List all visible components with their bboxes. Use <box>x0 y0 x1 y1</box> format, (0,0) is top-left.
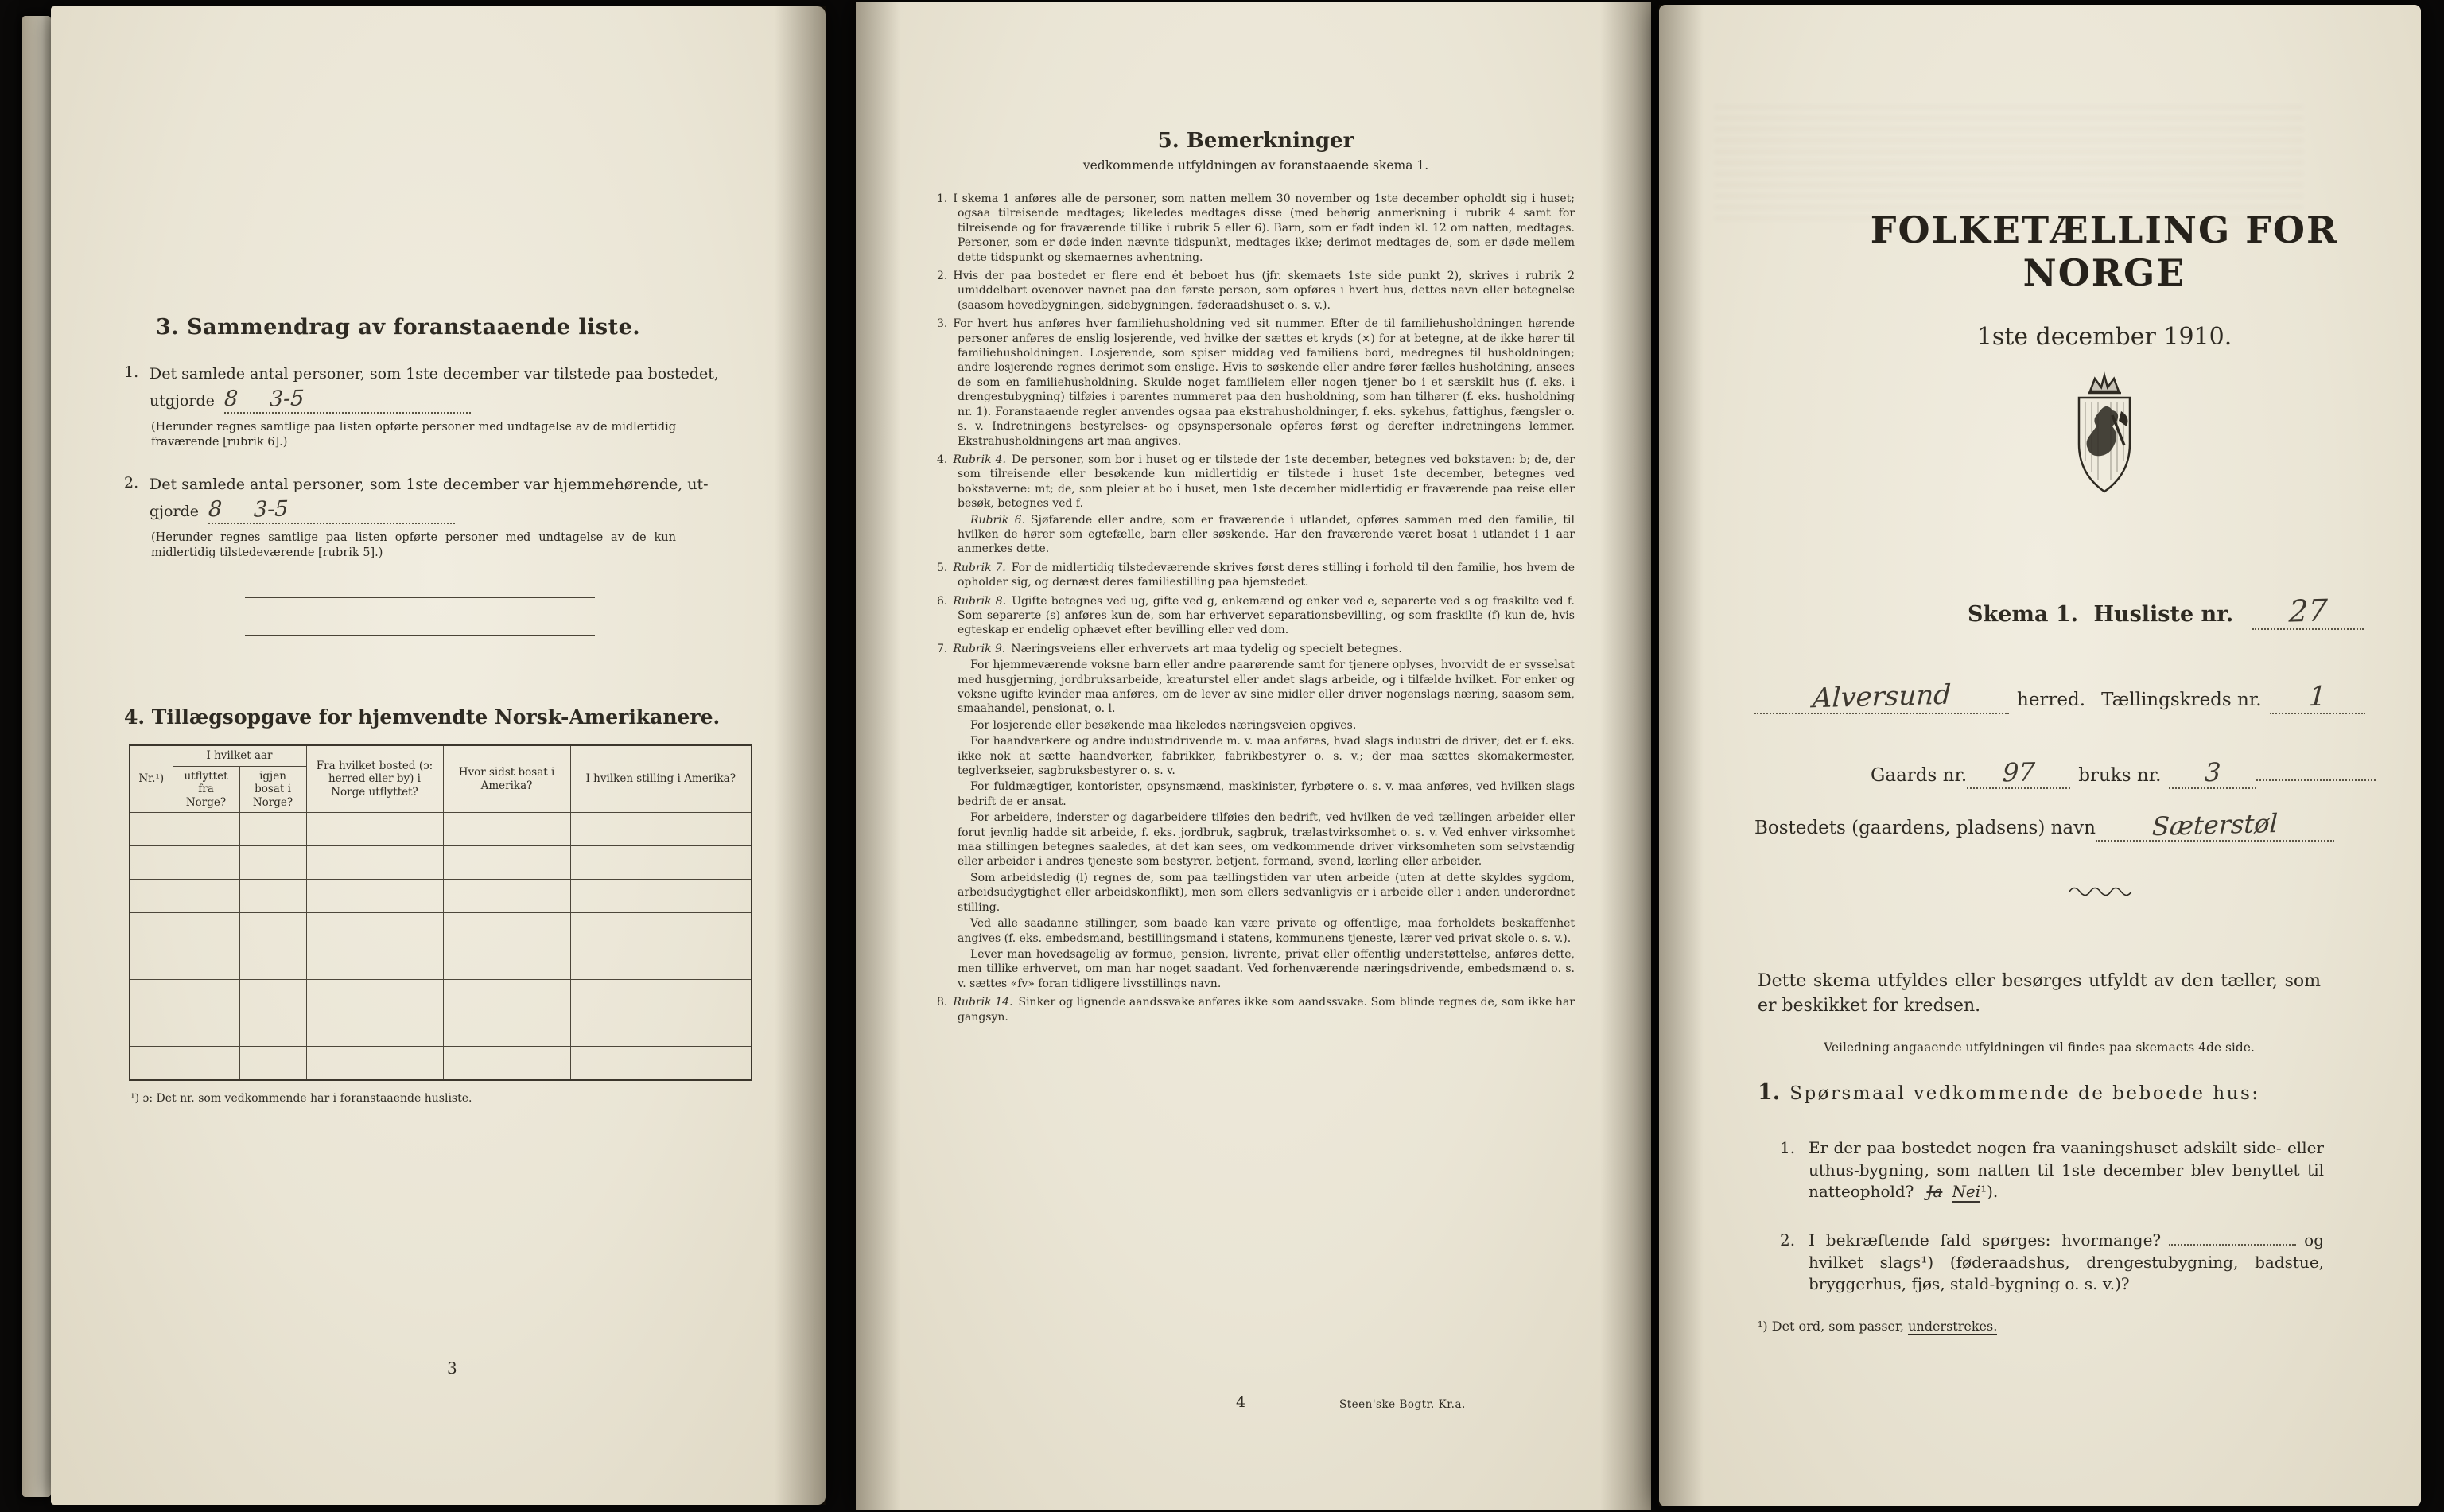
table-cell <box>239 1013 306 1047</box>
handwritten-bruks-number: 3 <box>2204 756 2222 788</box>
table-cell <box>173 813 239 846</box>
husliste-number-line <box>2252 593 2364 630</box>
note-paragraph <box>937 269 1575 313</box>
summary-item-1-dotted-line <box>224 388 471 414</box>
answer-footnote-mark: ¹). <box>1980 1182 1999 1201</box>
col-header-year-back: igjen bosat i Norge? <box>239 766 306 813</box>
handwritten-husliste-number: 27 <box>2288 593 2329 629</box>
table-footnote: ¹) ɔ: Det nr. som vedkommende har i foranstaaende husliste. <box>130 1091 472 1105</box>
handwritten-total-present: 8 <box>223 386 239 412</box>
summary-item-1-text: Det samlede antal personer, som 1ste december var tilstede paa bostedet, <box>150 365 719 383</box>
summary-item-2-note: (Herunder regnes samtlige paa listen opførte personer med undtagelse av de kun midlertidig tilstedeværende [rubrik 5].) <box>151 531 676 559</box>
table-cell <box>239 1047 306 1080</box>
table-empty-row <box>130 1047 752 1080</box>
ink-bleedthrough <box>1715 100 2303 220</box>
table-cell <box>570 1047 752 1080</box>
summary-item-1-body <box>150 363 770 450</box>
table-cell <box>239 880 306 913</box>
footnote-prefix: ¹) Det ord, som passer, <box>1758 1319 1909 1334</box>
table-cell <box>173 1013 239 1047</box>
middle-page <box>856 2 1651 1510</box>
tellingskreds-label: Tællingskreds nr. <box>2101 690 2262 710</box>
census-date: 1ste december 1910. <box>1976 323 2232 351</box>
note-number: 4. <box>937 453 948 466</box>
table-cell <box>570 846 752 880</box>
note-paragraph <box>937 594 1575 638</box>
note-rubric: Rubrik 4. <box>953 453 1006 466</box>
note-paragraph <box>937 947 1575 991</box>
gaards-label: Gaards nr. <box>1871 765 1968 786</box>
table-cell <box>570 946 752 980</box>
gaards-bruks-row <box>1871 757 2376 789</box>
note-number: 3. <box>937 317 948 331</box>
note-text: For arbeidere, inderster og dagarbeidere tilføies den bedrift, ved hvilken de ved tællingen arbeider eller forut jevnlig hadde sit arbeide, f. eks. jordbruk, sagbruk, trælastvirksomhet o. s. v. Ved enhver virksomhet maa stillingen betegnes saaledes, at det kan sees, om vedkommende driver virksomheten som selvstændig eller arbeider i andres tjeneste som bestyrer, betjent, formand, svend, lærling eller arbeider. <box>958 811 1575 869</box>
table-header <box>130 745 752 813</box>
table-cell <box>443 1047 570 1080</box>
herred-name-line <box>1754 678 2009 715</box>
table-cell <box>570 1013 752 1047</box>
note-text: Næringsveiens eller erhvervets art maa tydelig og specielt betegnes. <box>1011 642 1402 655</box>
table-cell <box>130 913 173 946</box>
table-cell <box>239 913 306 946</box>
table-empty-row <box>130 980 752 1013</box>
note-paragraph <box>937 734 1575 778</box>
blank-rule-line-2 <box>245 635 595 636</box>
note-text: Sjøfarende eller andre, som er fraværende i utlandet, opføres sammen med den familie, til hvilken de hører som egtefælle, barn eller søskende. Har den fraværende været bosat i utlandet i 1 aar anmerkes dette. <box>958 513 1575 556</box>
summary-item-2-body <box>150 474 770 561</box>
bemerkninger-notes <box>937 192 1575 1024</box>
note-paragraph <box>937 995 1575 1024</box>
note-text: For haandverkere og andre industridrivende m. v. maa anføres, hvad slags industri de driver; det er f. eks. ikke nok at sætte haandverker, fabrikker, fabrikbestyrer o. s. v.; der maa sættes skomakermester, teglverkseier, sagbruksbestyrer o. s. v. <box>958 735 1575 778</box>
table-cell <box>130 980 173 1013</box>
table-cell <box>130 880 173 913</box>
note-text: Ugifte betegnes ved ug, gifte ved g, enkemænd og enker ved e, separerte ved s og fraskilte ved f. Som separerte (s) anføres kun de, som har erhvervet separationsbevilling, og som fraskilte (f) kun de, hvis egteskap er endelig ophævet efter bevilling eller ved dom. <box>958 594 1576 637</box>
summary-item-2-number: 2. <box>124 474 139 492</box>
col-header-year-group: I hvilket aar <box>173 745 306 766</box>
note-rubric: Rubrik 9. <box>953 642 1006 655</box>
printer-imprint: Steen'ske Bogtr. Kr.a. <box>1339 1398 1466 1411</box>
table-cell <box>570 980 752 1013</box>
table-cell <box>443 880 570 913</box>
hvormange-blank-line <box>2169 1244 2296 1246</box>
col-header-position: I hvilken stilling i Amerika? <box>570 745 752 813</box>
table-cell <box>239 980 306 1013</box>
left-page <box>51 6 826 1505</box>
table-cell <box>443 980 570 1013</box>
note-rubric: Rubrik 7. <box>953 561 1006 574</box>
table-cell <box>306 980 443 1013</box>
questions-heading-text: Spørsmaal vedkommende de beboede hus: <box>1789 1083 2260 1104</box>
answer-nei-underlined: Nei <box>1952 1182 1981 1201</box>
col-header-from: Fra hvilket bosted (ɔ: herred eller by) i Norge utflyttet? <box>306 745 443 813</box>
table-empty-row <box>130 913 752 946</box>
bosted-label: Bostedets (gaardens, pladsens) navn <box>1754 818 2096 838</box>
note-paragraph <box>937 810 1575 869</box>
note-rubric: Rubrik 6. <box>970 513 1026 527</box>
question-2-text-c: (føderaadshus, drengestubygning, badstue, bryggerhus, fjøs, stald-bygning o. s. v.)? <box>1809 1252 2325 1293</box>
ornamental-divider <box>1802 884 2407 900</box>
question-2 <box>1780 1230 2325 1296</box>
husliste-label: Husliste nr. <box>2093 602 2234 627</box>
note-text: De personer, som bor i huset og er tilstede der 1ste december, betegnes ved bokstaven: b; de, der som tilreisende eller besøkende kun midlertidig er tilstede i huset 1ste december, betegnes ved bokstaverne: mt; de, som pleier at bo i huset, men 1ste december midlertidig er fraværende paa reise eller besøk, betegnes ved f. <box>958 453 1575 511</box>
right-page-footnote <box>1758 1319 1997 1334</box>
question-2-text-b: og hvilket slags¹) <box>1809 1230 2324 1272</box>
table-cell <box>306 913 443 946</box>
note-paragraph <box>937 779 1575 809</box>
summary-item-1-number: 1. <box>124 363 139 381</box>
note-paragraph <box>937 718 1575 733</box>
bruks-trailing-line <box>2256 779 2376 781</box>
table-cell <box>306 880 443 913</box>
table-body <box>130 813 752 1080</box>
note-rubric: Rubrik 14. <box>953 996 1013 1009</box>
blank-rule-line-1 <box>245 597 595 598</box>
table-cell <box>130 946 173 980</box>
bruks-number-line <box>2169 757 2256 789</box>
summary-item-1-note: (Herunder regnes samtlige paa listen opførte personer med undtagelse av de midlertidig fraværende [rubrik 6].) <box>151 421 676 449</box>
question-2-number: 2. <box>1780 1230 1796 1250</box>
note-text: Ved alle saadanne stillinger, som baade kan være private og offentlige, maa forholdets beskaffenhet angives (f. eks. embedsmand, bestillingsmand i statens, kommunens tjeneste, lærer ved privat skole o. s. v.). <box>958 917 1575 945</box>
note-paragraph <box>937 561 1575 590</box>
page-edge-sliver <box>22 16 51 1497</box>
table-cell <box>443 1013 570 1047</box>
note-paragraph <box>937 871 1575 915</box>
table-cell <box>130 1013 173 1047</box>
question-2-text-a: I bekræftende fald spørges: hvormange? <box>1809 1230 2162 1250</box>
note-number: 8. <box>937 996 948 1009</box>
note-text: For hvert hus anføres hver familiehusholdning ved sit nummer. Efter de til familiehusholdningen hørende personer anføres de enslig losjerende, ved hvilke der sættes et kryds (×) for at betegne, at de ikke hører til familiehusholdningen. Losjerende, som spiser middag ved familiens bord, medregnes til husholdningen; andre losjerende regnes derimot som enslige. Hvis to søskende eller andre fører fælles husholdning, ansees de som en familiehusholdning. Skulde noget familielem eller nogen tjener bo i et særskilt hus (f. eks. i drengestubygning) tilføies i parentes nummeret paa den husholdning, som han tilhører (f. eks. husholdning nr. 1). Foranstaaende regler anvendes ogsaa paa ekstrahusholdninger, f. eks. sykehus, fattighus, fængsler o. s. v. Indretningens bestyrelses- og opsynspersonale opføres først og derefter indretningens lemmer. Ekstrahusholdningens art maa angives. <box>953 317 1575 448</box>
note-text: Hvis der paa bostedet er flere end ét beboet hus (jfr. skemaets 1ste side punkt 2), skrives i rubrik 2 umiddelbart ovenover navnet paa den første person, som opføres i hvert hus, dettes navn eller betegnelse (saasom hovedbygningen, sidebygningen, føderaadshuset o. s. v.). <box>953 270 1575 312</box>
section4-heading: 4. Tillægsopgave for hjemvendte Norsk-Amerikanere. <box>124 705 721 729</box>
footnote-underlined-word: understrekes. <box>1908 1319 1998 1334</box>
table-cell <box>306 1013 443 1047</box>
note-number: 1. <box>937 192 948 205</box>
table-cell <box>306 813 443 846</box>
skema-label: Skema 1. <box>1968 602 2079 627</box>
note-text: Som arbeidsledig (l) regnes de, som paa tællingstiden var uten arbeide (uten at dette skyldes sygdom, arbeidsudygtighet eller arbeidskonflikt), men som ellers sedvanligvis er i arbeide eller i anden underordnet stilling. <box>958 871 1575 914</box>
handwritten-herred-name: Alversund <box>1812 678 1952 715</box>
note-paragraph <box>937 658 1575 717</box>
table-cell <box>173 913 239 946</box>
note-number: 2. <box>937 270 948 283</box>
herred-row <box>1754 678 2365 715</box>
handwritten-gaards-number: 97 <box>2002 756 2036 788</box>
note-rubric: Rubrik 8. <box>953 594 1007 608</box>
bosted-row <box>1754 807 2334 842</box>
questions-heading <box>1758 1080 2260 1105</box>
note-text: Lever man hovedsagelig av formue, pension, livrente, privat eller offentlig understøttelse, anføres dette, men tillike erhvervet, om man har noget saadant. Ved forhenværende næringsdrivende, embedsmænd o. s. v. sættes «fv» foran tidligere livsstillings navn. <box>958 947 1575 990</box>
teller-instruction: Dette skema utfyldes eller besørges utfyldt av den tæller, som er beskikket for kredsen. <box>1758 971 2321 1016</box>
summary-item-2-valueline <box>150 496 770 524</box>
table-cell <box>570 813 752 846</box>
note-paragraph <box>937 642 1575 656</box>
note-text: For losjerende eller besøkende maa likeledes næringsveien opgives. <box>970 718 1357 732</box>
col-header-where: Hvor sidst bosat i Amerika? <box>443 745 570 813</box>
table-cell <box>130 846 173 880</box>
table-cell <box>306 946 443 980</box>
left-page-content <box>124 315 770 1105</box>
note-paragraph <box>937 453 1575 511</box>
handwritten-total-present-detail: 3-5 <box>269 386 305 412</box>
norsk-amerikanere-table <box>129 744 752 1081</box>
squiggle-ornament-icon <box>2066 884 2143 897</box>
herred-label: herred. <box>2017 690 2086 710</box>
bosted-name-line <box>2096 807 2334 842</box>
left-page-number: 3 <box>447 1358 457 1378</box>
table-cell <box>570 880 752 913</box>
table-cell <box>570 913 752 946</box>
handwritten-tellingskreds-number: 1 <box>2307 680 2327 713</box>
col-header-nr: Nr.¹) <box>130 745 173 813</box>
note-paragraph <box>937 513 1575 557</box>
tellingskreds-number-line <box>2270 681 2365 714</box>
note-paragraph <box>937 317 1575 449</box>
skema-husliste-row <box>1968 593 2364 630</box>
table-cell <box>443 946 570 980</box>
table-cell <box>306 846 443 880</box>
col-header-year-out: utflyttet fra Norge? <box>173 766 239 813</box>
note-number: 5. <box>937 561 948 574</box>
table-cell <box>173 946 239 980</box>
summary-item-2 <box>124 474 770 561</box>
summary-item-1-label: utgjorde <box>150 392 215 410</box>
table-empty-row <box>130 1013 752 1047</box>
table-cell <box>173 1047 239 1080</box>
question-1-number: 1. <box>1780 1138 1796 1157</box>
middle-page-number: 4 <box>1236 1393 1246 1411</box>
summary-item-1-valueline <box>150 388 770 414</box>
section3-heading: 3. Sammendrag av foranstaaende liste. <box>156 315 641 340</box>
table-cell <box>443 846 570 880</box>
gaards-number-line <box>1967 757 2070 789</box>
note-text: For hjemmeværende voksne barn eller andre paarørende samt for tjenere oplyses, hvorvidt de er sysselsat med husgjerning, jordbruksarbeide, kreaturstel eller andet slags arbeide, og i tilfælde hvilket. For enker og voksne ugifte kvinder maa anføres, om de lever av sine midler eller driver nogenslags næring, saasom søm, smaahandel, pensionat, o. l. <box>958 659 1575 716</box>
table-cell <box>173 846 239 880</box>
question-1-text: Er der paa bostedet nogen fra vaaningshuset adskilt side- eller uthus-bygning, som natten til 1ste december blev benyttet til natteophold? <box>1809 1138 2324 1201</box>
table-cell <box>239 846 306 880</box>
bruks-label: bruks nr. <box>2078 765 2162 786</box>
table-cell <box>443 913 570 946</box>
table-cell <box>130 813 173 846</box>
table-empty-row <box>130 880 752 913</box>
note-text: I skema 1 anføres alle de personer, som natten mellem 30 november og 1ste december opholdt sig i huset; ogsaa tilreisende medtages; likeledes medtages disse (med behørig anmerkning i rubrik 4 samt for tilreisende og for fraværende tillike i rubrik 5 eller 6). Barn, som er født inden kl. 12 om natten, medtages. Personer, som er døde inden nævnte tidspunkt, medtages ikke; derimot medtages de, som er døde mellem dette tidspunkt og skemaernes avhentning. <box>953 192 1575 264</box>
guidance-note: Veiledning angaaende utfyldningen vil findes paa skemaets 4de side. <box>1824 1040 2255 1055</box>
table-empty-row <box>130 946 752 980</box>
table-cell <box>239 946 306 980</box>
note-text: For de midlertidig tilstedeværende skrives først deres stilling i forhold til den familie, hos hvem de opholder sig, og dernæst deres familiestilling paa hjemstedet. <box>958 561 1576 589</box>
summary-item-2-label: gjorde <box>150 503 199 520</box>
bemerkninger-heading: 5. Bemerkninger <box>1157 129 1354 153</box>
note-text: Sinker og lignende aandssvake anføres ikke som aandssvake. Som blinde regnes de, som ikke har gangsyn. <box>958 996 1575 1024</box>
table-cell <box>173 980 239 1013</box>
middle-page-content <box>937 129 1575 1024</box>
table-empty-row <box>130 813 752 846</box>
questions-heading-number: 1. <box>1758 1080 1781 1105</box>
summary-item-2-dotted-line <box>208 496 455 524</box>
right-page <box>1659 5 2421 1506</box>
table-cell <box>173 880 239 913</box>
summary-item-1 <box>124 363 770 450</box>
note-text: For fuldmægtiger, kontorister, opsynsmænd, maskinister, fyrbøtere o. s. v. maa anføres, ved hvilken slags bedrift de er ansat. <box>958 780 1575 808</box>
table-empty-row <box>130 846 752 880</box>
table-header-row-1 <box>130 745 752 766</box>
handwritten-total-home-detail: 3-5 <box>253 496 289 523</box>
question-1 <box>1780 1137 2324 1203</box>
note-number: 6. <box>937 594 948 608</box>
summary-item-2-text: Det samlede antal personer, som 1ste december var hjemmehørende, ut- <box>150 476 709 493</box>
table-cell <box>130 1047 173 1080</box>
table-cell <box>443 813 570 846</box>
coat-of-arms <box>2055 367 2154 511</box>
note-paragraph <box>937 192 1575 265</box>
handwritten-total-home: 8 <box>208 496 223 523</box>
note-paragraph <box>937 916 1575 946</box>
answer-ja-struck: Ja <box>1926 1182 1943 1201</box>
note-number: 7. <box>937 642 948 655</box>
bemerkninger-subheading: vedkommende utfyldningen av foranstaaende skema 1. <box>1082 158 1429 173</box>
table-cell <box>239 813 306 846</box>
census-title: FOLKETÆLLING FOR NORGE <box>1870 208 2339 294</box>
handwritten-bosted-name: Sæterstøl <box>2151 807 2279 842</box>
table-cell <box>306 1047 443 1080</box>
